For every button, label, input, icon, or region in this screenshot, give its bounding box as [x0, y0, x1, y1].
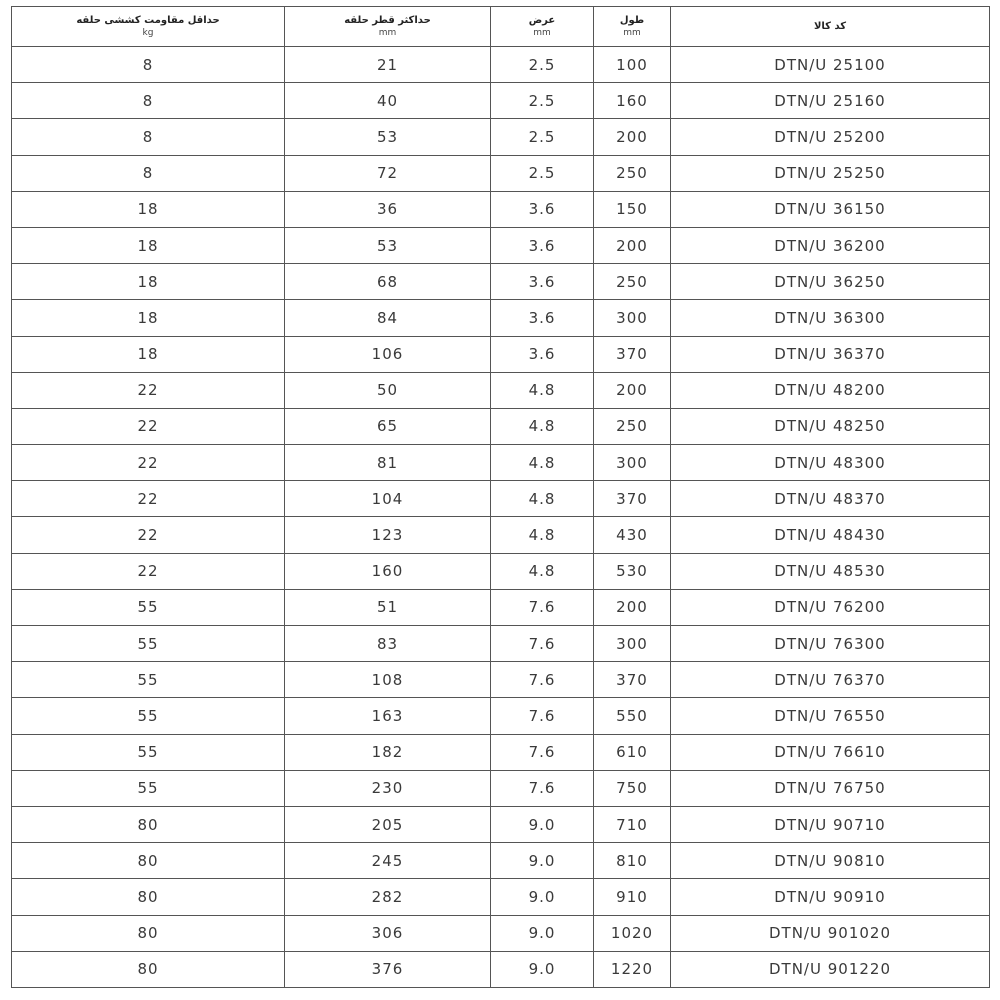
table-row [12, 408, 990, 444]
cell-max-diameter: 245 [285, 843, 491, 879]
cell-min-tensile-strength: 8 [12, 119, 285, 155]
cell-min-tensile-strength: 18 [12, 336, 285, 372]
cell-min-tensile-strength: 80 [12, 951, 285, 987]
header-unit: mm [378, 27, 397, 38]
table-row [12, 83, 990, 119]
cell-width: 4.8 [491, 408, 594, 444]
header-unit: kg [142, 27, 154, 38]
table-row [12, 517, 990, 553]
cell-length: 160 [594, 83, 671, 119]
cell-length: 300 [594, 300, 671, 336]
table-row [12, 227, 990, 263]
cell-length: 200 [594, 372, 671, 408]
header-title: کد کالا [813, 20, 847, 32]
cell-product-code: DTN/U 48200 [671, 372, 990, 408]
cell-max-diameter: 53 [285, 119, 491, 155]
cell-width: 2.5 [491, 83, 594, 119]
cell-length: 150 [594, 191, 671, 227]
cell-max-diameter: 306 [285, 915, 491, 951]
cell-max-diameter: 36 [285, 191, 491, 227]
cell-product-code: DTN/U 48300 [671, 445, 990, 481]
cell-length: 810 [594, 843, 671, 879]
table-row [12, 445, 990, 481]
cell-width: 4.8 [491, 481, 594, 517]
cell-length: 750 [594, 770, 671, 806]
header-max-diameter [285, 7, 491, 47]
cell-max-diameter: 65 [285, 408, 491, 444]
header-title: عرض [528, 14, 556, 26]
cell-min-tensile-strength: 18 [12, 300, 285, 336]
cell-product-code: DTN/U 76300 [671, 626, 990, 662]
cell-max-diameter: 50 [285, 372, 491, 408]
cell-product-code: DTN/U 48430 [671, 517, 990, 553]
cell-length: 250 [594, 155, 671, 191]
table-row [12, 300, 990, 336]
cell-max-diameter: 83 [285, 626, 491, 662]
cell-product-code: DTN/U 48530 [671, 553, 990, 589]
cell-product-code: DTN/U 48250 [671, 408, 990, 444]
header-product-code [671, 7, 990, 47]
cell-product-code: DTN/U 36370 [671, 336, 990, 372]
cell-max-diameter: 53 [285, 227, 491, 263]
cell-length: 1220 [594, 951, 671, 987]
cell-max-diameter: 51 [285, 589, 491, 625]
header-title: طول [619, 14, 645, 26]
cell-length: 910 [594, 879, 671, 915]
cell-product-code: DTN/U 25100 [671, 47, 990, 83]
cell-length: 300 [594, 445, 671, 481]
table-row [12, 915, 990, 951]
cell-product-code: DTN/U 901220 [671, 951, 990, 987]
table-row [12, 191, 990, 227]
cell-width: 9.0 [491, 915, 594, 951]
cell-product-code: DTN/U 25200 [671, 119, 990, 155]
cell-product-code: DTN/U 36150 [671, 191, 990, 227]
table-row [12, 879, 990, 915]
cell-min-tensile-strength: 55 [12, 770, 285, 806]
cell-length: 250 [594, 408, 671, 444]
header-unit: mm [533, 27, 551, 38]
header-title: حداقل مقاومت کششی حلقه [76, 14, 220, 26]
cell-max-diameter: 376 [285, 951, 491, 987]
cell-length: 250 [594, 264, 671, 300]
table-row [12, 770, 990, 806]
cell-width: 4.8 [491, 372, 594, 408]
cell-product-code: DTN/U 36300 [671, 300, 990, 336]
cell-length: 710 [594, 806, 671, 842]
cell-width: 3.6 [491, 336, 594, 372]
cell-product-code: DTN/U 76610 [671, 734, 990, 770]
cell-min-tensile-strength: 55 [12, 589, 285, 625]
cell-min-tensile-strength: 22 [12, 553, 285, 589]
table-row [12, 47, 990, 83]
cell-length: 530 [594, 553, 671, 589]
table-row [12, 951, 990, 987]
cell-min-tensile-strength: 8 [12, 47, 285, 83]
cell-min-tensile-strength: 80 [12, 879, 285, 915]
cell-width: 9.0 [491, 879, 594, 915]
cell-min-tensile-strength: 55 [12, 698, 285, 734]
cell-width: 4.8 [491, 517, 594, 553]
cell-width: 9.0 [491, 843, 594, 879]
cell-product-code: DTN/U 36250 [671, 264, 990, 300]
table-row [12, 155, 990, 191]
cell-length: 200 [594, 227, 671, 263]
cell-product-code: DTN/U 25160 [671, 83, 990, 119]
table-row [12, 806, 990, 842]
cell-min-tensile-strength: 8 [12, 83, 285, 119]
cell-length: 610 [594, 734, 671, 770]
cell-length: 370 [594, 481, 671, 517]
header-title: حداکثر قطر حلقه [344, 14, 431, 26]
cell-product-code: DTN/U 90910 [671, 879, 990, 915]
table-row [12, 626, 990, 662]
cell-min-tensile-strength: 22 [12, 408, 285, 444]
cell-length: 200 [594, 589, 671, 625]
cell-width: 9.0 [491, 806, 594, 842]
cell-min-tensile-strength: 18 [12, 227, 285, 263]
cell-width: 7.6 [491, 662, 594, 698]
cell-max-diameter: 230 [285, 770, 491, 806]
cell-max-diameter: 81 [285, 445, 491, 481]
cell-min-tensile-strength: 55 [12, 662, 285, 698]
cell-width: 2.5 [491, 119, 594, 155]
table-row [12, 336, 990, 372]
cell-product-code: DTN/U 76750 [671, 770, 990, 806]
cell-max-diameter: 205 [285, 806, 491, 842]
cell-min-tensile-strength: 18 [12, 191, 285, 227]
cell-min-tensile-strength: 80 [12, 806, 285, 842]
table-row [12, 119, 990, 155]
cell-product-code: DTN/U 901020 [671, 915, 990, 951]
cell-width: 4.8 [491, 445, 594, 481]
cell-max-diameter: 84 [285, 300, 491, 336]
table-row [12, 589, 990, 625]
cell-product-code: DTN/U 76200 [671, 589, 990, 625]
cell-max-diameter: 163 [285, 698, 491, 734]
cell-min-tensile-strength: 22 [12, 517, 285, 553]
cell-min-tensile-strength: 22 [12, 372, 285, 408]
cell-length: 370 [594, 336, 671, 372]
table-row [12, 734, 990, 770]
cell-width: 3.6 [491, 191, 594, 227]
cell-min-tensile-strength: 8 [12, 155, 285, 191]
cell-width: 7.6 [491, 698, 594, 734]
header-width [491, 7, 594, 47]
cell-product-code: DTN/U 25250 [671, 155, 990, 191]
cell-max-diameter: 104 [285, 481, 491, 517]
cell-min-tensile-strength: 22 [12, 445, 285, 481]
cell-max-diameter: 68 [285, 264, 491, 300]
cell-max-diameter: 160 [285, 553, 491, 589]
cell-width: 3.6 [491, 300, 594, 336]
cell-length: 370 [594, 662, 671, 698]
cell-width: 7.6 [491, 589, 594, 625]
spec-sheet [11, 6, 989, 992]
cell-width: 9.0 [491, 951, 594, 987]
cell-length: 550 [594, 698, 671, 734]
table-row [12, 264, 990, 300]
cell-max-diameter: 106 [285, 336, 491, 372]
cell-min-tensile-strength: 18 [12, 264, 285, 300]
cell-product-code: DTN/U 36200 [671, 227, 990, 263]
table-row [12, 481, 990, 517]
cell-min-tensile-strength: 22 [12, 481, 285, 517]
cell-product-code: DTN/U 48370 [671, 481, 990, 517]
cell-max-diameter: 108 [285, 662, 491, 698]
header-length [594, 7, 671, 47]
cell-max-diameter: 282 [285, 879, 491, 915]
cell-min-tensile-strength: 55 [12, 626, 285, 662]
header-min-tensile-strength [12, 7, 285, 47]
table-row [12, 553, 990, 589]
cell-max-diameter: 21 [285, 47, 491, 83]
cell-width: 2.5 [491, 47, 594, 83]
cell-length: 100 [594, 47, 671, 83]
cell-min-tensile-strength: 80 [12, 915, 285, 951]
cell-width: 3.6 [491, 227, 594, 263]
cell-product-code: DTN/U 76370 [671, 662, 990, 698]
product-spec-table [11, 6, 990, 988]
header-row [12, 7, 990, 47]
cell-product-code: DTN/U 76550 [671, 698, 990, 734]
cell-length: 430 [594, 517, 671, 553]
cell-max-diameter: 182 [285, 734, 491, 770]
cell-width: 2.5 [491, 155, 594, 191]
cell-max-diameter: 40 [285, 83, 491, 119]
cell-width: 7.6 [491, 734, 594, 770]
cell-length: 200 [594, 119, 671, 155]
cell-length: 1020 [594, 915, 671, 951]
cell-max-diameter: 72 [285, 155, 491, 191]
cell-min-tensile-strength: 55 [12, 734, 285, 770]
cell-product-code: DTN/U 90810 [671, 843, 990, 879]
cell-min-tensile-strength: 80 [12, 843, 285, 879]
table-row [12, 698, 990, 734]
cell-width: 7.6 [491, 770, 594, 806]
cell-product-code: DTN/U 90710 [671, 806, 990, 842]
table-row [12, 843, 990, 879]
cell-width: 7.6 [491, 626, 594, 662]
table-body [12, 47, 990, 988]
cell-width: 4.8 [491, 553, 594, 589]
cell-width: 3.6 [491, 264, 594, 300]
header-unit: mm [623, 27, 641, 38]
cell-max-diameter: 123 [285, 517, 491, 553]
table-header [12, 7, 990, 47]
table-row [12, 372, 990, 408]
table-row [12, 662, 990, 698]
cell-length: 300 [594, 626, 671, 662]
